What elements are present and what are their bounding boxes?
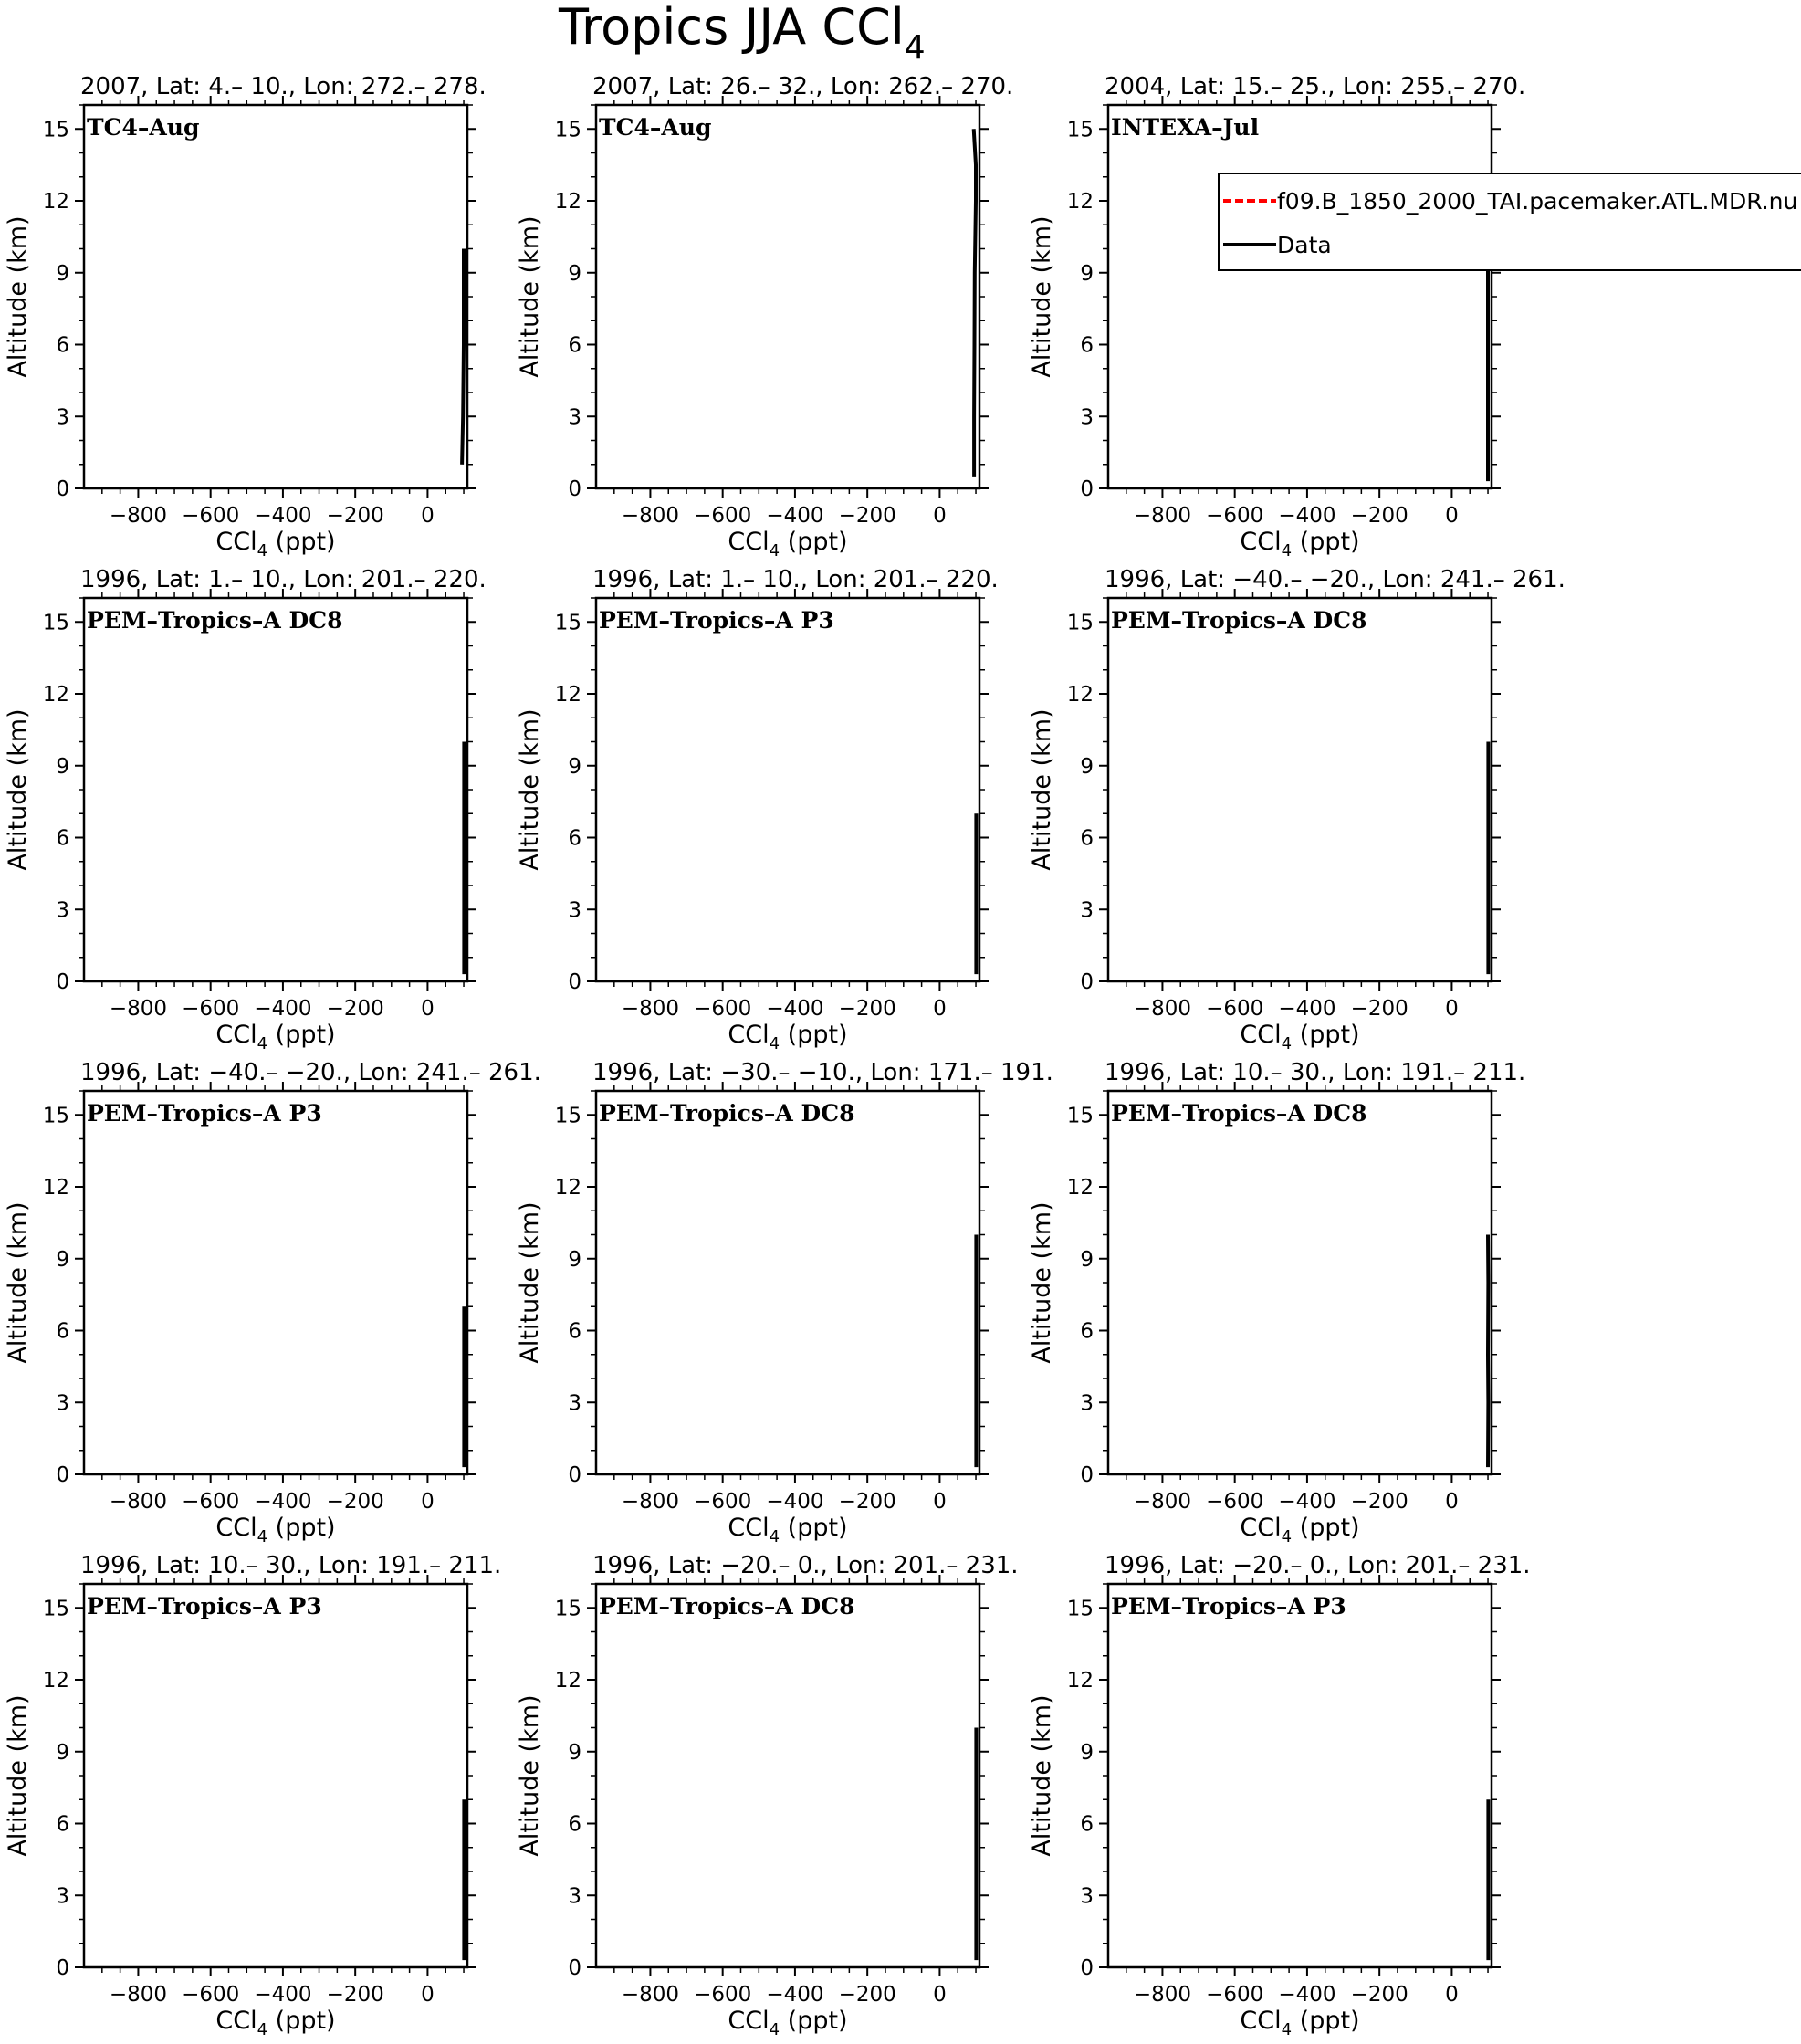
y-tick-label: 3 bbox=[568, 898, 581, 923]
axes-frame bbox=[1108, 1091, 1492, 1474]
x-tick-label: 0 bbox=[421, 504, 435, 528]
y-tick-label: 6 bbox=[568, 333, 581, 358]
x-tick-label: −800 bbox=[1133, 997, 1192, 1021]
y-tick-label: 12 bbox=[42, 1176, 69, 1200]
legend-label-2: Data bbox=[1277, 232, 1332, 258]
x-axis-label: CCl$_4$ (ppt) bbox=[1240, 1021, 1360, 1053]
y-tick-label: 3 bbox=[56, 1391, 69, 1416]
panel-title: 1996, Lat: −20.– 0., Lon: 201.– 231. bbox=[1105, 1552, 1531, 1579]
y-tick-label: 12 bbox=[1066, 190, 1094, 214]
x-tick-label: −800 bbox=[109, 997, 168, 1021]
panel-title: 1996, Lat: 1.– 10., Lon: 201.– 220. bbox=[80, 566, 487, 593]
x-tick-label: 0 bbox=[933, 1983, 947, 2007]
x-tick-label: −600 bbox=[1206, 1490, 1264, 1514]
y-tick-label: 9 bbox=[568, 754, 581, 779]
axes-frame bbox=[1108, 598, 1492, 981]
campaign-label: PEM–Tropics–A DC8 bbox=[1111, 607, 1367, 634]
y-tick-label: 15 bbox=[42, 1104, 69, 1128]
y-tick-label: 6 bbox=[56, 826, 69, 851]
axes-frame bbox=[596, 1091, 979, 1474]
x-tick-label: −600 bbox=[1206, 504, 1264, 528]
y-tick-label: 15 bbox=[42, 611, 69, 635]
x-axis-label: CCl$_4$ (ppt) bbox=[1240, 528, 1360, 561]
y-axis-label: Altitude (km) bbox=[516, 708, 544, 871]
y-axis-label: Altitude (km) bbox=[1028, 1694, 1056, 1857]
x-tick-label: −400 bbox=[766, 1983, 824, 2007]
panel-title: 1996, Lat: −40.– −20., Lon: 241.– 261. bbox=[80, 1059, 541, 1086]
x-tick-label: −400 bbox=[1278, 1983, 1336, 2007]
y-tick-label: 9 bbox=[568, 1247, 581, 1272]
x-axis-label: CCl$_4$ (ppt) bbox=[728, 1514, 848, 1546]
legend-label-1: f09.B_1850_2000_TAI.pacemaker.ATL.MDR.nu bbox=[1277, 188, 1798, 215]
x-tick-label: −800 bbox=[621, 1983, 680, 2007]
axes-frame bbox=[1108, 1584, 1492, 1967]
axes-frame bbox=[596, 105, 979, 488]
y-tick-label: 6 bbox=[56, 1319, 69, 1344]
panel-7 bbox=[4, 1059, 541, 1546]
y-tick-label: 9 bbox=[56, 261, 69, 286]
y-tick-label: 15 bbox=[1066, 1104, 1094, 1128]
y-tick-label: 9 bbox=[56, 754, 69, 779]
y-tick-label: 0 bbox=[56, 970, 69, 994]
panel-6 bbox=[1028, 566, 1565, 1053]
x-tick-label: −400 bbox=[1278, 997, 1336, 1021]
x-axis-label: CCl$_4$ (ppt) bbox=[215, 1514, 336, 1546]
panel-title: 2007, Lat: 4.– 10., Lon: 272.– 278. bbox=[80, 73, 487, 100]
x-tick-label: −600 bbox=[182, 997, 240, 1021]
x-tick-label: 0 bbox=[421, 1490, 435, 1514]
x-tick-label: −200 bbox=[838, 997, 896, 1021]
y-tick-label: 9 bbox=[1080, 1740, 1094, 1765]
axes-frame bbox=[596, 598, 979, 981]
y-tick-label: 12 bbox=[554, 1669, 581, 1693]
y-tick-label: 12 bbox=[42, 190, 69, 214]
y-tick-label: 3 bbox=[1080, 1391, 1094, 1416]
figure-title: Tropics JJA CCl$_4$ bbox=[559, 0, 926, 67]
panel-11 bbox=[516, 1552, 1019, 2039]
x-tick-label: −400 bbox=[1278, 504, 1336, 528]
y-tick-label: 9 bbox=[1080, 754, 1094, 779]
campaign-label: PEM–Tropics–A DC8 bbox=[599, 1593, 855, 1619]
y-axis-label: Altitude (km) bbox=[1028, 215, 1056, 378]
y-tick-label: 12 bbox=[1066, 1176, 1094, 1200]
panel-10 bbox=[4, 1552, 501, 2039]
y-tick-label: 12 bbox=[554, 683, 581, 707]
x-tick-label: 0 bbox=[933, 1490, 947, 1514]
y-tick-label: 0 bbox=[568, 1956, 581, 1980]
x-tick-label: −600 bbox=[694, 504, 752, 528]
x-tick-label: 0 bbox=[1445, 1983, 1459, 2007]
panel-title: 1996, Lat: −30.– −10., Lon: 171.– 191. bbox=[592, 1059, 1053, 1086]
y-tick-label: 6 bbox=[568, 826, 581, 851]
x-tick-label: −200 bbox=[838, 1490, 896, 1514]
x-tick-label: 0 bbox=[933, 997, 947, 1021]
x-tick-label: −400 bbox=[254, 1490, 312, 1514]
campaign-label: INTEXA–Jul bbox=[1111, 114, 1260, 141]
y-tick-label: 15 bbox=[554, 611, 581, 635]
x-tick-label: −800 bbox=[109, 1490, 168, 1514]
panel-title: 1996, Lat: −40.– −20., Lon: 241.– 261. bbox=[1105, 566, 1565, 593]
x-tick-label: 0 bbox=[421, 997, 435, 1021]
panel-5 bbox=[516, 566, 999, 1053]
y-tick-label: 15 bbox=[42, 118, 69, 142]
axes-frame bbox=[84, 1091, 467, 1474]
y-axis-label: Altitude (km) bbox=[516, 1694, 544, 1857]
y-tick-label: 9 bbox=[56, 1247, 69, 1272]
y-tick-label: 15 bbox=[554, 1104, 581, 1128]
y-tick-label: 12 bbox=[42, 683, 69, 707]
x-tick-label: −200 bbox=[838, 1983, 896, 2007]
campaign-label: TC4–Aug bbox=[87, 114, 200, 141]
x-tick-label: −400 bbox=[1278, 1490, 1336, 1514]
y-axis-label: Altitude (km) bbox=[4, 215, 32, 378]
panels bbox=[4, 73, 1565, 2039]
y-tick-label: 6 bbox=[568, 1812, 581, 1837]
y-tick-label: 15 bbox=[554, 1597, 581, 1621]
y-tick-label: 3 bbox=[56, 405, 69, 430]
x-tick-label: −600 bbox=[182, 504, 240, 528]
axes-frame bbox=[84, 598, 467, 981]
campaign-label: PEM–Tropics–A P3 bbox=[87, 1593, 322, 1619]
x-tick-label: −600 bbox=[694, 997, 752, 1021]
campaign-label: PEM–Tropics–A DC8 bbox=[1111, 1100, 1367, 1127]
x-tick-label: −800 bbox=[1133, 1490, 1192, 1514]
y-tick-label: 6 bbox=[1080, 1812, 1094, 1837]
x-tick-label: −400 bbox=[766, 997, 824, 1021]
x-tick-label: −800 bbox=[109, 504, 168, 528]
x-tick-label: −200 bbox=[1350, 1983, 1408, 2007]
x-tick-label: −200 bbox=[1350, 997, 1408, 1021]
y-tick-label: 0 bbox=[56, 1956, 69, 1980]
y-tick-label: 12 bbox=[1066, 1669, 1094, 1693]
y-tick-label: 12 bbox=[554, 1176, 581, 1200]
campaign-label: TC4–Aug bbox=[599, 114, 712, 141]
panel-1 bbox=[4, 73, 487, 561]
x-tick-label: −600 bbox=[1206, 997, 1264, 1021]
x-tick-label: −800 bbox=[1133, 504, 1192, 528]
y-axis-label: Altitude (km) bbox=[1028, 708, 1056, 871]
y-tick-label: 3 bbox=[568, 405, 581, 430]
panel-9 bbox=[1028, 1059, 1525, 1546]
campaign-label: PEM–Tropics–A P3 bbox=[87, 1100, 322, 1127]
x-tick-label: −600 bbox=[1206, 1983, 1264, 2007]
x-tick-label: −200 bbox=[326, 997, 384, 1021]
x-axis-label: CCl$_4$ (ppt) bbox=[1240, 1514, 1360, 1546]
panel-12 bbox=[1028, 1552, 1531, 2039]
y-tick-label: 15 bbox=[42, 1597, 69, 1621]
x-axis-label: CCl$_4$ (ppt) bbox=[728, 2007, 848, 2039]
x-tick-label: 0 bbox=[933, 504, 947, 528]
x-axis-label: CCl$_4$ (ppt) bbox=[1240, 2007, 1360, 2039]
y-axis-label: Altitude (km) bbox=[1028, 1201, 1056, 1364]
y-axis-label: Altitude (km) bbox=[516, 215, 544, 378]
y-tick-label: 3 bbox=[568, 1391, 581, 1416]
x-tick-label: −800 bbox=[621, 1490, 680, 1514]
campaign-label: PEM–Tropics–A P3 bbox=[599, 607, 834, 634]
y-tick-label: 0 bbox=[56, 477, 69, 501]
y-tick-label: 6 bbox=[56, 1812, 69, 1837]
panel-2 bbox=[516, 73, 1013, 561]
y-tick-label: 6 bbox=[1080, 826, 1094, 851]
y-axis-label: Altitude (km) bbox=[516, 1201, 544, 1364]
y-axis-label: Altitude (km) bbox=[4, 708, 32, 871]
y-tick-label: 15 bbox=[1066, 611, 1094, 635]
panel-3 bbox=[1028, 73, 1525, 561]
y-axis-label: Altitude (km) bbox=[4, 1694, 32, 1857]
y-tick-label: 3 bbox=[568, 1884, 581, 1909]
panel-8 bbox=[516, 1059, 1053, 1546]
panel-title: 2007, Lat: 26.– 32., Lon: 262.– 270. bbox=[592, 73, 1014, 100]
campaign-label: PEM–Tropics–A DC8 bbox=[599, 1100, 855, 1127]
x-axis-label: CCl$_4$ (ppt) bbox=[728, 528, 848, 561]
x-tick-label: −800 bbox=[109, 1983, 168, 2007]
y-tick-label: 3 bbox=[1080, 1884, 1094, 1909]
x-tick-label: −600 bbox=[694, 1983, 752, 2007]
y-tick-label: 0 bbox=[568, 970, 581, 994]
x-axis-label: CCl$_4$ (ppt) bbox=[215, 1021, 336, 1053]
data-series-line bbox=[974, 129, 976, 477]
y-tick-label: 0 bbox=[1080, 970, 1094, 994]
y-tick-label: 6 bbox=[56, 333, 69, 358]
x-tick-label: −200 bbox=[326, 1490, 384, 1514]
x-tick-label: −400 bbox=[254, 1983, 312, 2007]
y-tick-label: 6 bbox=[1080, 1319, 1094, 1344]
y-tick-label: 12 bbox=[42, 1669, 69, 1693]
y-tick-label: 0 bbox=[568, 477, 581, 501]
x-tick-label: −600 bbox=[182, 1983, 240, 2007]
axes-frame bbox=[84, 105, 467, 488]
y-tick-label: 3 bbox=[1080, 898, 1094, 923]
x-tick-label: −400 bbox=[254, 997, 312, 1021]
panel-title: 2004, Lat: 15.– 25., Lon: 255.– 270. bbox=[1105, 73, 1526, 100]
y-tick-label: 3 bbox=[56, 1884, 69, 1909]
y-tick-label: 15 bbox=[1066, 1597, 1094, 1621]
panel-title: 1996, Lat: 1.– 10., Lon: 201.– 220. bbox=[592, 566, 999, 593]
campaign-label: PEM–Tropics–A DC8 bbox=[87, 607, 343, 634]
y-tick-label: 9 bbox=[568, 261, 581, 286]
y-tick-label: 3 bbox=[56, 898, 69, 923]
x-tick-label: 0 bbox=[1445, 997, 1459, 1021]
x-tick-label: −200 bbox=[838, 504, 896, 528]
data-series-line bbox=[462, 249, 464, 465]
y-tick-label: 9 bbox=[1080, 1247, 1094, 1272]
x-tick-label: 0 bbox=[1445, 1490, 1459, 1514]
y-tick-label: 9 bbox=[56, 1740, 69, 1765]
panel-title: 1996, Lat: 10.– 30., Lon: 191.– 211. bbox=[1105, 1059, 1526, 1086]
panel-title: 1996, Lat: −20.– 0., Lon: 201.– 231. bbox=[592, 1552, 1019, 1579]
x-tick-label: −800 bbox=[621, 504, 680, 528]
x-tick-label: 0 bbox=[1445, 504, 1459, 528]
x-tick-label: −800 bbox=[1133, 1983, 1192, 2007]
y-tick-label: 0 bbox=[56, 1463, 69, 1487]
y-tick-label: 15 bbox=[554, 118, 581, 142]
y-tick-label: 0 bbox=[1080, 1956, 1094, 1980]
y-tick-label: 0 bbox=[568, 1463, 581, 1487]
y-tick-label: 12 bbox=[1066, 683, 1094, 707]
y-tick-label: 15 bbox=[1066, 118, 1094, 142]
x-tick-label: −800 bbox=[621, 997, 680, 1021]
axes-frame bbox=[596, 1584, 979, 1967]
x-axis-label: CCl$_4$ (ppt) bbox=[728, 1021, 848, 1053]
panel-4 bbox=[4, 566, 487, 1053]
y-tick-label: 6 bbox=[568, 1319, 581, 1344]
y-tick-label: 0 bbox=[1080, 1463, 1094, 1487]
x-tick-label: −200 bbox=[1350, 1490, 1408, 1514]
x-axis-label: CCl$_4$ (ppt) bbox=[215, 2007, 336, 2039]
x-tick-label: −400 bbox=[766, 1490, 824, 1514]
x-tick-label: −600 bbox=[694, 1490, 752, 1514]
y-tick-label: 9 bbox=[568, 1740, 581, 1765]
x-tick-label: 0 bbox=[421, 1983, 435, 2007]
panel-title: 1996, Lat: 10.– 30., Lon: 191.– 211. bbox=[80, 1552, 502, 1579]
y-axis-label: Altitude (km) bbox=[4, 1201, 32, 1364]
axes-frame bbox=[1108, 105, 1492, 488]
y-tick-label: 6 bbox=[1080, 333, 1094, 358]
x-tick-label: −600 bbox=[182, 1490, 240, 1514]
campaign-label: PEM–Tropics–A P3 bbox=[1111, 1593, 1346, 1619]
x-tick-label: −400 bbox=[254, 504, 312, 528]
x-tick-label: −400 bbox=[766, 504, 824, 528]
x-axis-label: CCl$_4$ (ppt) bbox=[215, 528, 336, 561]
y-tick-label: 12 bbox=[554, 190, 581, 214]
y-tick-label: 0 bbox=[1080, 477, 1094, 501]
y-tick-label: 9 bbox=[1080, 261, 1094, 286]
axes-frame bbox=[84, 1584, 467, 1967]
y-tick-label: 3 bbox=[1080, 405, 1094, 430]
x-tick-label: −200 bbox=[326, 504, 384, 528]
x-tick-label: −200 bbox=[326, 1983, 384, 2007]
x-tick-label: −200 bbox=[1350, 504, 1408, 528]
legend bbox=[1219, 173, 1801, 270]
